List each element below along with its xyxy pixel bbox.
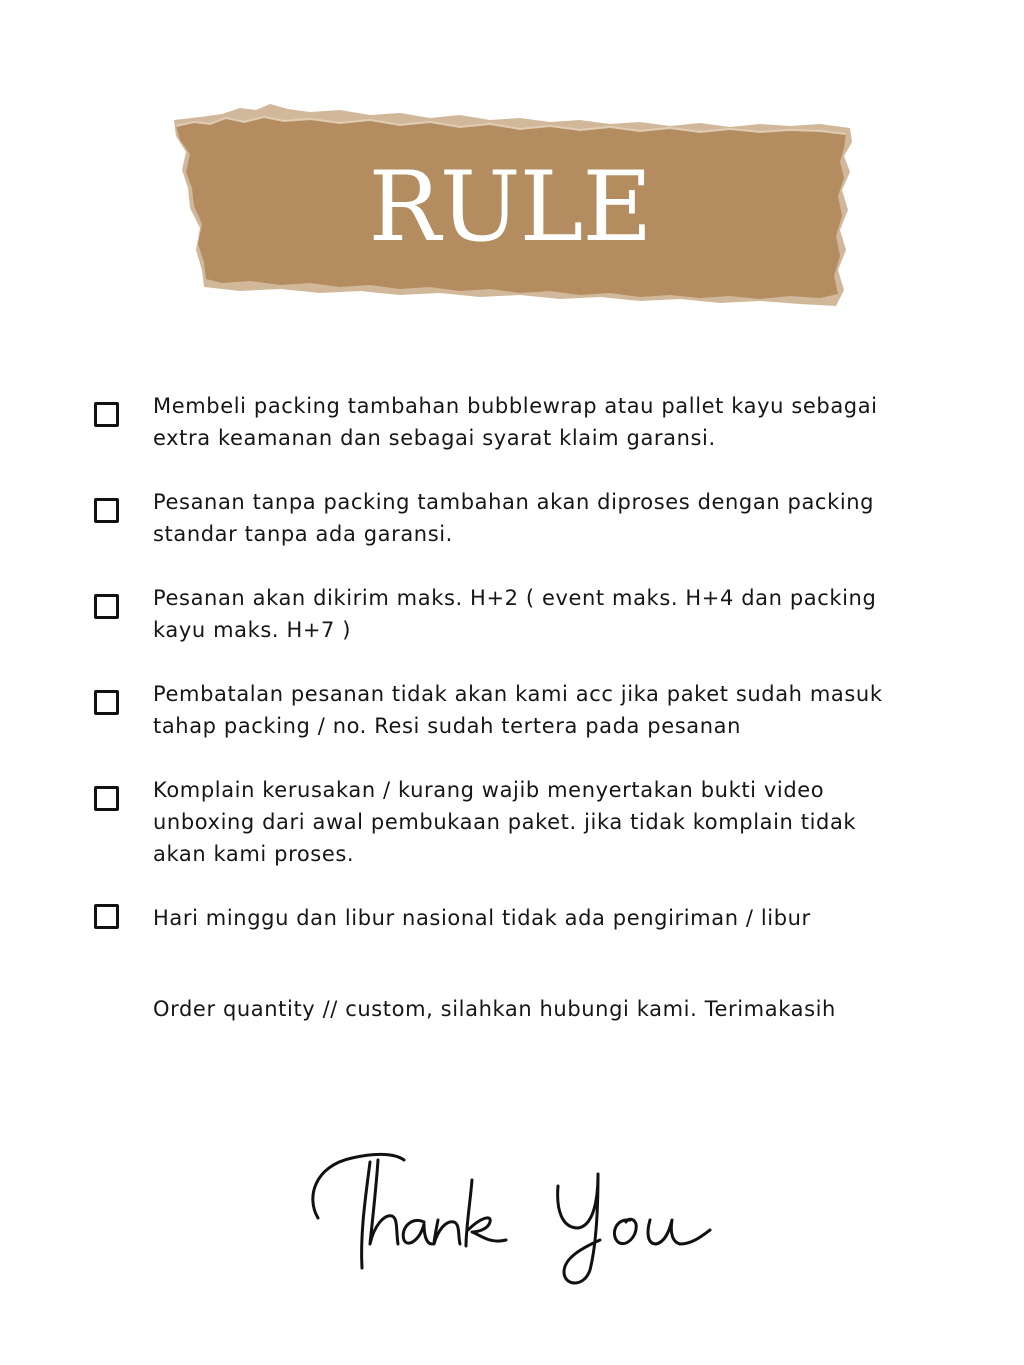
- rule-item: [92, 902, 922, 966]
- rule-text: Membeli packing tambahan bubblewrap atau pallet kayu sebagai extra keamanan dan sebagai syarat klaim garansi.: [153, 394, 878, 450]
- rule-text: Hari minggu dan libur nasional tidak ada pengiriman / libur: [153, 906, 811, 930]
- rule-text: Pesanan akan dikirim maks. H+2 ( event maks. H+4 dan packing kayu maks. H+7 ): [153, 586, 877, 642]
- rules-list: [92, 390, 922, 998]
- rule-item: [92, 486, 922, 550]
- rule-checkbox[interactable]: [94, 690, 119, 715]
- title-banner: [160, 100, 860, 315]
- thank-you-signature: [300, 1140, 740, 1290]
- rule-checkbox[interactable]: [94, 498, 119, 523]
- rule-text: Pembatalan pesanan tidak akan kami acc jika paket sudah masuk tahap packing / no. Resi sudah tertera pada pesanan: [153, 682, 883, 738]
- rule-item: [92, 582, 922, 646]
- rule-item: [92, 678, 922, 742]
- rule-checkbox[interactable]: [94, 594, 119, 619]
- rule-item: [92, 774, 922, 870]
- rule-checkbox[interactable]: [94, 402, 119, 427]
- rule-text: Komplain kerusakan / kurang wajib menyertakan bukti video unboxing dari awal pembukaan paket. jika tidak komplain tidak akan kami proses.: [153, 778, 857, 866]
- rule-item: [92, 390, 922, 454]
- rule-text: Pesanan tanpa packing tambahan akan diproses dengan packing standar tanpa ada garansi.: [153, 490, 875, 546]
- rule-checkbox[interactable]: [94, 786, 119, 811]
- order-note: Order quantity // custom, silahkan hubungi kami. Terimakasih: [153, 997, 836, 1021]
- page-title: RULE: [368, 151, 652, 263]
- rule-checkbox[interactable]: [94, 904, 119, 929]
